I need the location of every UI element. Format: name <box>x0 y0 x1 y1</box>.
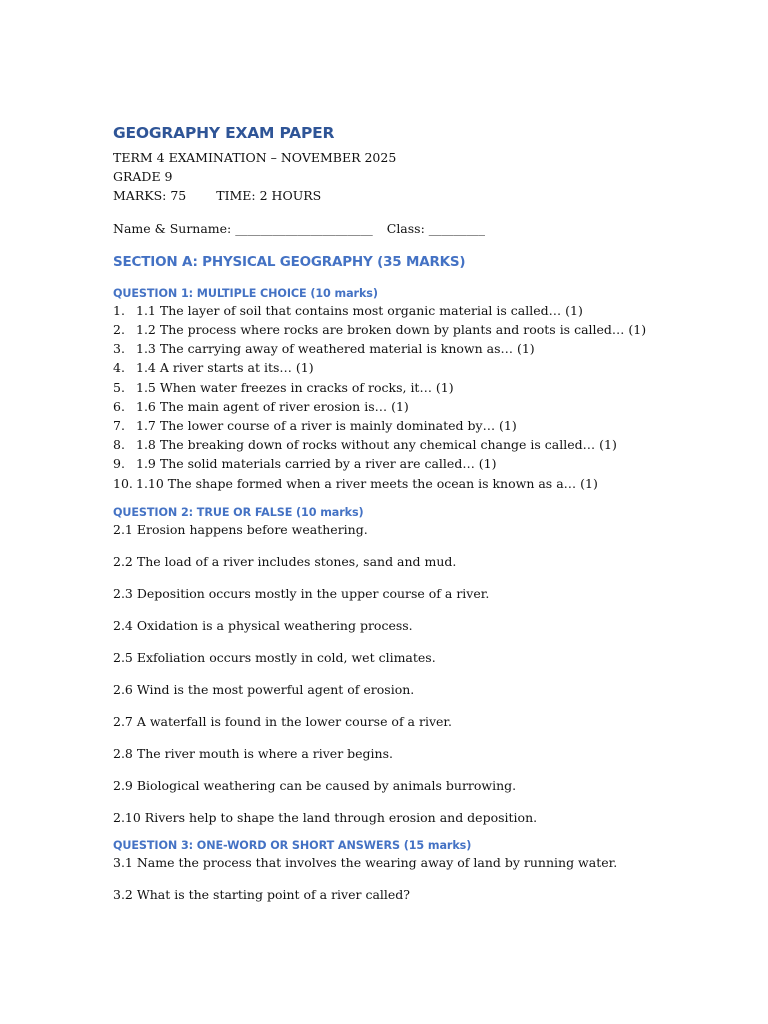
list-item: 3. 1.3 The carrying away of weathered material is known as… (1) <box>113 341 535 357</box>
list-item: 2.9 Biological weathering can be caused by animals burrowing. <box>113 777 517 793</box>
marks-time-line <box>113 186 753 205</box>
list-item: 2.10 Rivers help to shape the land through erosion and deposition. <box>113 809 538 825</box>
page-content <box>113 124 753 917</box>
list-item: 2. 1.2 The process where rocks are broken down by plants and roots is called… (1) <box>113 322 647 338</box>
list-item: 2.1 Erosion happens before weathering. <box>113 521 368 537</box>
section-a-heading: SECTION A: PHYSICAL GEOGRAPHY (35 MARKS) <box>113 253 466 270</box>
list-item: 1. 1.1 The layer of soil that contains most organic material is called… (1) <box>113 302 583 318</box>
list-item: 2.4 Oxidation is a physical weathering process. <box>113 617 413 633</box>
marks-text: MARKS: 75 <box>113 188 187 204</box>
name-class-line <box>113 219 753 238</box>
list-item: 2.8 The river mouth is where a river begins. <box>113 745 393 761</box>
question-2-list <box>113 520 753 827</box>
list-item: 2.6 Wind is the most powerful agent of erosion. <box>113 681 415 697</box>
list-item: 7. 1.7 The lower course of a river is mainly dominated by… (1) <box>113 418 517 434</box>
exam-title: GEOGRAPHY EXAM PAPER <box>113 124 335 142</box>
term-line: TERM 4 EXAMINATION – NOVEMBER 2025 <box>113 150 397 165</box>
question-1-list <box>113 301 753 493</box>
question-3-heading: QUESTION 3: ONE-WORD OR SHORT ANSWERS (15 marks) <box>113 839 472 853</box>
list-item: 2.2 The load of a river includes stones, sand and mud. <box>113 553 457 569</box>
question-3-list <box>113 853 753 904</box>
question-2-heading: QUESTION 2: TRUE OR FALSE (10 marks) <box>113 505 364 519</box>
list-item: 8. 1.8 The breaking down of rocks without any chemical change is called… (1) <box>113 437 617 453</box>
name-surname-field: Name & Surname: ______________________ <box>113 220 373 236</box>
grade-line: GRADE 9 <box>113 169 173 185</box>
list-item: 6. 1.6 The main agent of river erosion is… (1) <box>113 398 409 414</box>
list-item: 3.2 What is the starting point of a river called? <box>113 887 410 903</box>
class-field: Class: _________ <box>386 220 486 236</box>
list-item: 3.1 Name the process that involves the wearing away of land by running water. <box>113 855 618 871</box>
list-item: 9. 1.9 The solid materials carried by a river are called… (1) <box>113 456 497 472</box>
list-item: 2.3 Deposition occurs mostly in the upper course of a river. <box>113 585 490 601</box>
question-1-heading: QUESTION 1: MULTIPLE CHOICE (10 marks) <box>113 286 378 300</box>
list-item: 4. 1.4 A river starts at its… (1) <box>113 360 314 376</box>
time-text: TIME: 2 HOURS <box>216 188 322 204</box>
list-item: 5. 1.5 When water freezes in cracks of rocks, it… (1) <box>113 379 454 395</box>
list-item: 2.5 Exfoliation occurs mostly in cold, wet climates. <box>113 649 436 665</box>
list-item: 2.7 A waterfall is found in the lower course of a river. <box>113 713 452 729</box>
list-item: 10. 1.10 The shape formed when a river meets the ocean is known as a… (1) <box>113 475 598 491</box>
